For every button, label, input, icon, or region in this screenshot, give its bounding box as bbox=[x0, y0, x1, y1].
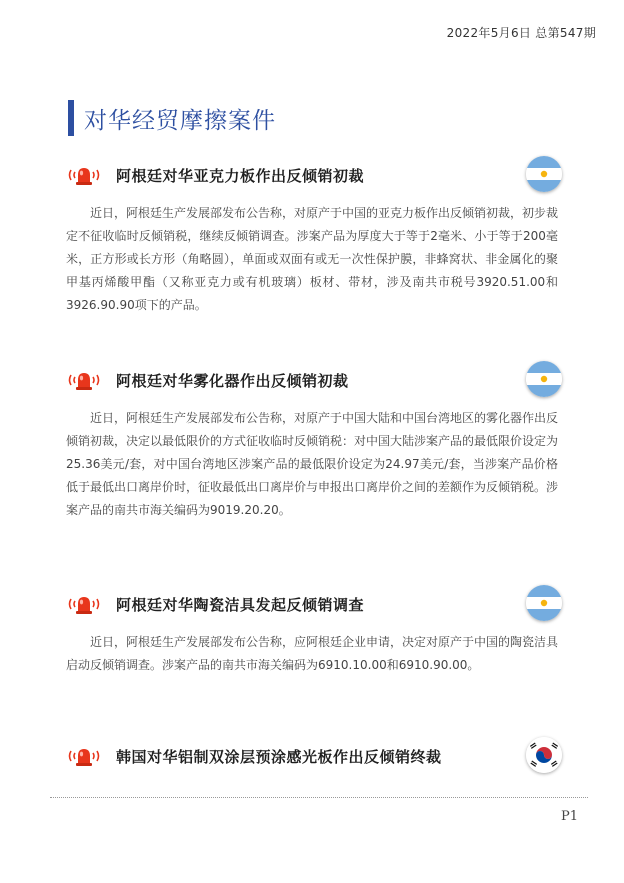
alarm-icon bbox=[66, 164, 102, 186]
alarm-icon bbox=[66, 593, 102, 615]
case-title: 阿根廷对华雾化器作出反倾销初裁 bbox=[116, 371, 349, 390]
page-number: P1 bbox=[560, 809, 578, 824]
argentina-flag-icon bbox=[526, 156, 562, 192]
section-accent-bar bbox=[68, 100, 74, 136]
case-body: 近日，阿根廷生产发展部发布公告称，应阿根廷企业申请，决定对原产于中国的陶瓷洁具启动反倾销调查。涉案产品的南共市海关编码为6910.10.00和6910.90.00。 bbox=[66, 635, 559, 672]
section-title: 对华经贸摩擦案件 bbox=[84, 107, 276, 134]
case-item bbox=[66, 737, 562, 775]
case-item bbox=[66, 361, 562, 522]
issue-date: 2022年5月6日 总第547期 bbox=[446, 26, 596, 40]
argentina-flag-icon bbox=[526, 585, 562, 621]
argentina-flag-icon bbox=[526, 361, 562, 397]
footer-divider bbox=[50, 797, 588, 798]
alarm-icon bbox=[66, 369, 102, 391]
case-title: 阿根廷对华陶瓷洁具发起反倾销调查 bbox=[116, 595, 365, 614]
case-body: 近日，阿根廷生产发展部发布公告称，对原产于中国大陆和中国台湾地区的雾化器作出反倾销初裁，决定以最低限价的方式征收临时反倾销税：对中国大陆涉案产品的最低限价设定为25.36美元/套，对中国台湾地区涉案产品的最低限价设定为24.97美元/套，当涉案产品价格低于最低出口离岸价时，征收最低出口离岸价与申报出口离岸价之间的差额作为反倾销税。涉案产品的南共市海关编码为9019.20.20。 bbox=[66, 411, 559, 517]
case-item bbox=[66, 585, 562, 677]
case-header bbox=[66, 737, 562, 775]
section-heading bbox=[68, 98, 276, 138]
case-header bbox=[66, 156, 562, 194]
south-korea-flag-icon bbox=[526, 737, 562, 773]
case-title: 韩国对华铝制双涂层预涂感光板作出反倾销终裁 bbox=[116, 747, 442, 766]
alarm-icon bbox=[66, 745, 102, 767]
case-header bbox=[66, 585, 562, 623]
case-item bbox=[66, 156, 562, 317]
case-header bbox=[66, 361, 562, 399]
case-title: 阿根廷对华亚克力板作出反倾销初裁 bbox=[116, 166, 365, 185]
case-body: 近日，阿根廷生产发展部发布公告称，对原产于中国的亚克力板作出反倾销初裁，初步裁定不征收临时反倾销税，继续反倾销调查。涉案产品为厚度大于等于2毫米、小于等于200毫米，正方形或长方形（角略圆），单面或双面有或无一次性保护膜，非蜂窝状、非金属化的聚甲基丙烯酸甲酯（又称亚克力或有机玻璃）板材、带材，涉及南共市税号3920.51.00和3926.90.90项下的产品。 bbox=[66, 206, 559, 312]
